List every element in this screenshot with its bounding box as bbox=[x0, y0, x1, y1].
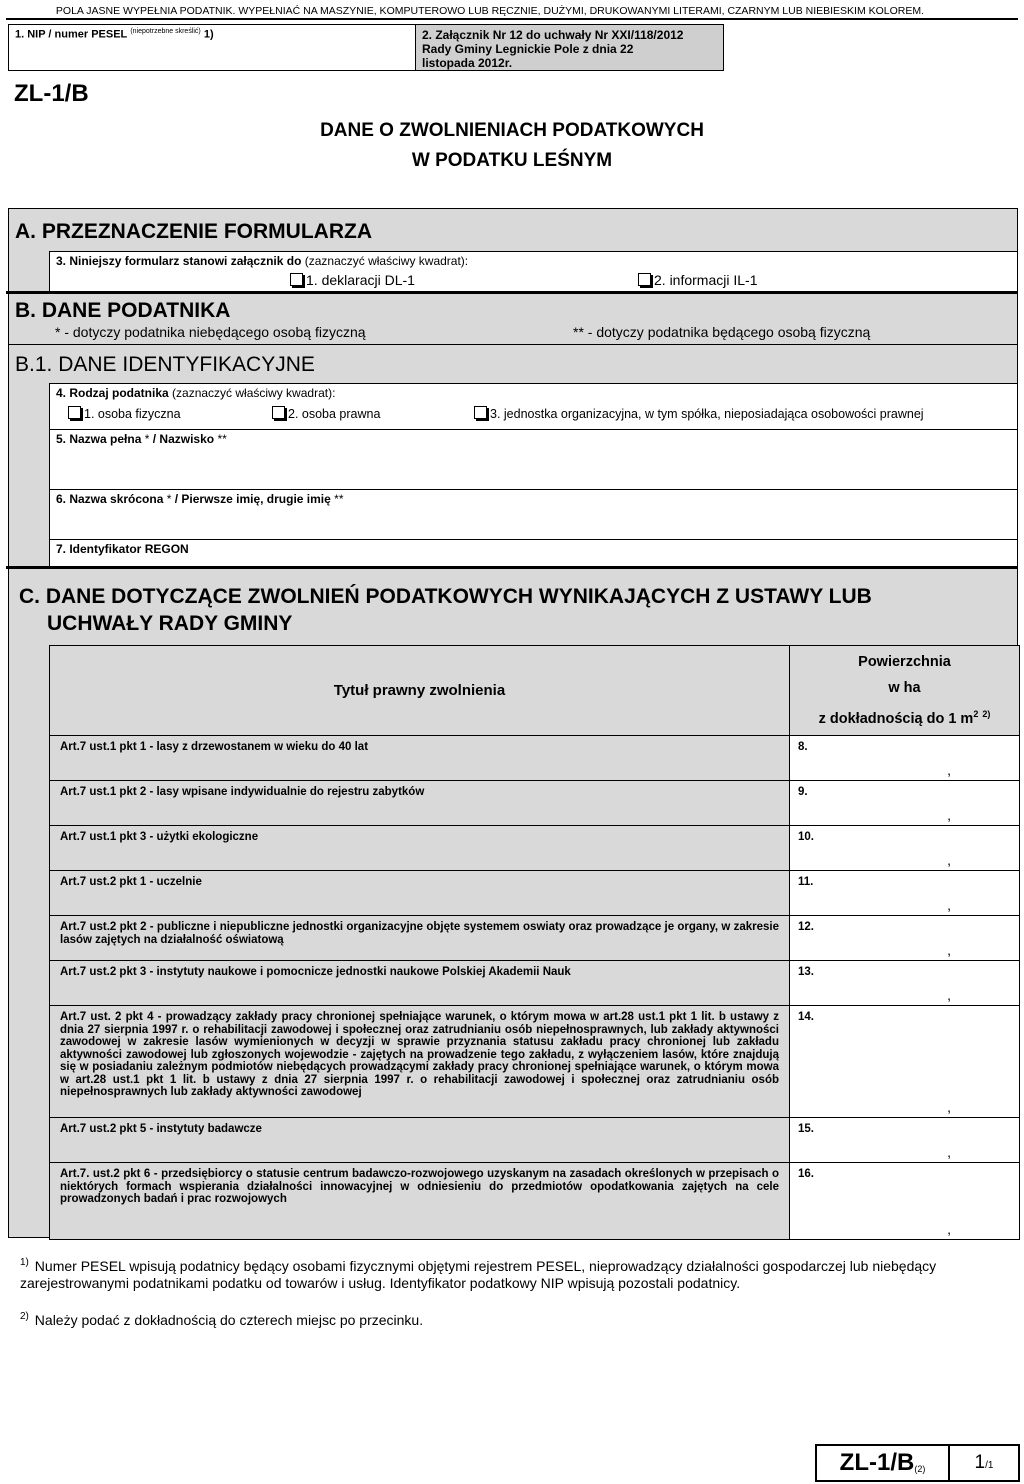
attachment-line1: 2. Załącznik Nr 12 do uchwały Nr XXI/118/2012 bbox=[422, 28, 684, 42]
exemption-title: Art.7 ust.1 pkt 2 - lasy wpisane indywidualnie do rejestru zabytków bbox=[50, 781, 790, 826]
decimal-separator: , bbox=[947, 1144, 951, 1160]
checkbox-organizational-unit[interactable] bbox=[474, 406, 487, 419]
column-header-title: Tytuł prawny zwolnienia bbox=[50, 646, 790, 736]
exemption-title: Art.7 ust. 2 pkt 4 - prowadzący zakłady pracy chronionej spełniające warunek, o którym mowa w art.28 ust.1 pkt 1 lit. b ustawy z dnia 27 sierpnia 1997 r. o rehabilitacji zawodowej i społecznej oraz zatrudnianiu osób niepełnosprawnych, lub zakłady aktywności zawodowej w zakresie lasów wymienionych w decyzji w sprawie przyznania statusu zakładu pracy chronionej lub zakładu aktywności zawodowej lub zgłoszonych wojewodzie - zajętych na prowadzenie tego zakładu, z wyłączeniem lasów, które znajdują się w posiadaniu zależnym podmiotów niebędących prowadzącymi zakłady pracy chronionej spełniające warunek, o którym mowa w art.28 ust.1 pkt 1 lit. b ustawy z dnia 27 sierpnia 1997 r. o rehabilitacji zawodowej i społecznej oraz zatrudnianiu osób niepełnosprawnych lub zakłady aktywności zawodowej bbox=[50, 1006, 790, 1118]
section-b1 bbox=[8, 344, 1018, 566]
field-7-label: 7. Identyfikator REGON bbox=[56, 542, 189, 556]
attachment-line3: listopada 2012r. bbox=[422, 56, 513, 70]
field-number: 12. bbox=[798, 921, 814, 933]
section-b1-heading: B.1. DANE IDENTYFIKACYJNE bbox=[15, 353, 315, 376]
footnote-2-ref: 2) bbox=[20, 1311, 29, 1322]
type2-label: 2. osoba prawna bbox=[288, 407, 381, 421]
field-number: 11. bbox=[798, 876, 814, 888]
type3-label: 3. jednostka organizacyjna, w tym spółka, nieposiadająca osobowości prawnej bbox=[490, 407, 924, 421]
table-row bbox=[50, 1006, 1020, 1118]
exemption-title: Art.7 ust.2 pkt 2 - publiczne i niepubliczne jednostki organizacyjne objęte systemem oswiaty oraz prowadzące je organy, w zakresie lasów zajętych na działalność oświatową bbox=[50, 916, 790, 961]
decimal-separator: , bbox=[947, 897, 951, 913]
note-legal-entity: * - dotyczy podatnika niebędącego osobą fizyczną bbox=[55, 324, 366, 340]
field-3 bbox=[49, 251, 1018, 293]
field-6-mid: / Pierwsze imię, drugie imię bbox=[174, 492, 331, 506]
area-header-sup: 2 bbox=[973, 709, 979, 720]
field-3-hint: (zaznaczyć właściwy kwadrat): bbox=[304, 254, 469, 268]
exemptions-table bbox=[49, 645, 1020, 1240]
footnote-2 bbox=[20, 1308, 1010, 1329]
type-natural-person[interactable] bbox=[68, 406, 181, 421]
table-row bbox=[50, 781, 1020, 826]
field-number: 13. bbox=[798, 966, 814, 978]
column-header-area bbox=[790, 646, 1020, 736]
nip-label: 1. NIP / numer PESEL bbox=[15, 28, 128, 41]
table-row bbox=[50, 736, 1020, 781]
section-c-heading-line1: C. DANE DOTYCZĄCE ZWOLNIEŃ PODATKOWYCH WYNIKAJĄCYCH Z USTAWY LUB bbox=[19, 585, 872, 608]
table-row bbox=[50, 961, 1020, 1006]
checkbox-legal-person[interactable] bbox=[272, 406, 285, 419]
exemption-title: Art.7 ust.2 pkt 1 - uczelnie bbox=[50, 871, 790, 916]
option-declaration-dl1[interactable] bbox=[290, 272, 415, 288]
footer-code-cell bbox=[817, 1446, 950, 1480]
checkbox-il1[interactable] bbox=[638, 273, 651, 286]
type-legal-person[interactable] bbox=[272, 406, 380, 421]
area-input-cell[interactable] bbox=[790, 736, 1020, 781]
table-row bbox=[50, 916, 1020, 961]
field-5-label: 5. Nazwa pełna bbox=[56, 432, 142, 446]
exemption-title: Art.7 ust.1 pkt 3 - użytki ekologiczne bbox=[50, 826, 790, 871]
field-4-hint: (zaznaczyć właściwy kwadrat): bbox=[172, 386, 336, 400]
footer-code: ZL-1/B bbox=[839, 1449, 915, 1476]
area-header-line2: w ha bbox=[888, 680, 921, 697]
area-header-line3: z dokładnością do 1 m bbox=[818, 710, 974, 727]
checkbox-natural-person[interactable] bbox=[68, 406, 81, 419]
exemption-title: Art.7 ust.1 pkt 1 - lasy z drzewostanem w wieku do 40 lat bbox=[50, 736, 790, 781]
field-6-short-name[interactable] bbox=[49, 489, 1018, 540]
footnote-1 bbox=[20, 1254, 1010, 1292]
field-number: 16. bbox=[798, 1168, 814, 1180]
fill-instruction: POLA JASNE WYPEŁNIA PODATNIK. WYPEŁNIAĆ NA MASZYNIE, KOMPUTEROWO LUB RĘCZNIE, DUŻYMI, DRUKOWANYMI LITERAMI, CZARNYM LUB NIEBIESKIM KOLOREM. bbox=[55, 5, 925, 17]
form-title-line2: W PODATKU LEŚNYM bbox=[411, 150, 613, 171]
decimal-separator: , bbox=[947, 762, 951, 778]
area-input-cell[interactable] bbox=[790, 961, 1020, 1006]
area-header-line1: Powierzchnia bbox=[858, 654, 951, 671]
footer-code-suffix: (2) bbox=[914, 1464, 926, 1474]
form-title-line1: DANE O ZWOLNIENIACH PODATKOWYCH bbox=[320, 120, 704, 141]
attachment-box bbox=[415, 24, 724, 71]
footnote-1-ref: 1) bbox=[20, 1257, 29, 1268]
exemption-title: Art.7 ust.2 pkt 3 - instytuty naukowe i pomocnicze jednostki naukowe Polskiej Akademii Nauk bbox=[50, 961, 790, 1006]
field-number: 15. bbox=[798, 1123, 814, 1135]
nip-footref: 1) bbox=[203, 28, 214, 41]
field-4 bbox=[49, 383, 1018, 430]
field-6-mark1: * bbox=[166, 492, 172, 506]
area-input-cell[interactable] bbox=[790, 781, 1020, 826]
footnote-1-text: Numer PESEL wpisują podatnicy będący osobami fizycznymi objętymi rejestrem PESEL, nieprowadzący działalności gospodarczej lub niebędący zarejestrowanymi podatnikami podatku od towarów i usług. Identyfikator podatkowy NIP wpisują pozostali podatnicy. bbox=[20, 1257, 937, 1291]
field-5-full-name[interactable] bbox=[49, 429, 1018, 490]
field-5-mark1: * bbox=[144, 432, 150, 446]
section-b-heading: B. DANE PODATNIKA bbox=[15, 299, 231, 322]
page-number bbox=[950, 1446, 1018, 1480]
field-5-mid: / Nazwisko bbox=[152, 432, 215, 446]
exemption-title: Art.7. ust.2 pkt 6 - przedsiębiorcy o statusie centrum badawczo-rozwojowego uzyskanym na zasadach określonych w przepisach o niektórych formach wspierania działalności innowacyjnej w odniesieniu do przedmiotów opodatkowania zajętych na cele prowadzonych badań i prac rozwojowych bbox=[50, 1163, 790, 1240]
area-input-cell[interactable] bbox=[790, 826, 1020, 871]
type-organizational-unit[interactable] bbox=[474, 406, 924, 421]
section-c-heading-line2: UCHWAŁY RADY GMINY bbox=[47, 612, 293, 635]
decimal-separator: , bbox=[947, 1221, 951, 1237]
field-6-label: 6. Nazwa skrócona bbox=[56, 492, 164, 506]
area-input-cell[interactable] bbox=[790, 1006, 1020, 1118]
field-number: 8. bbox=[798, 741, 808, 753]
top-rule bbox=[6, 18, 1018, 20]
section-a bbox=[8, 208, 1018, 292]
field-4-label: 4. Rodzaj podatnika bbox=[56, 386, 169, 400]
decimal-separator: , bbox=[947, 807, 951, 823]
field-6-mark2: ** bbox=[334, 492, 344, 506]
decimal-separator: , bbox=[947, 1099, 951, 1115]
table-row bbox=[50, 826, 1020, 871]
field-number: 9. bbox=[798, 786, 808, 798]
page-total: /1 bbox=[985, 1460, 994, 1471]
field-7-regon[interactable] bbox=[49, 539, 1018, 567]
area-input-cell[interactable] bbox=[790, 916, 1020, 961]
type1-label: 1. osoba fizyczna bbox=[84, 407, 181, 421]
decimal-separator: , bbox=[947, 852, 951, 868]
decimal-separator: , bbox=[947, 987, 951, 1003]
table-header-row bbox=[50, 646, 1020, 736]
section-c bbox=[8, 569, 1018, 1238]
field-number: 10. bbox=[798, 831, 814, 843]
table-row bbox=[50, 1118, 1020, 1163]
area-input-cell[interactable] bbox=[790, 871, 1020, 916]
attachment-line2: Rady Gminy Legnickie Pole z dnia 22 bbox=[422, 42, 634, 56]
checkbox-dl1[interactable] bbox=[290, 273, 303, 286]
field-5-mark2: ** bbox=[217, 432, 227, 446]
form-code-box bbox=[815, 1444, 1020, 1482]
field-3-label: 3. Niniejszy formularz stanowi załącznik do bbox=[56, 254, 302, 268]
option-information-il1[interactable] bbox=[638, 272, 757, 288]
nip-pesel-field[interactable] bbox=[8, 24, 415, 71]
decimal-separator: , bbox=[947, 942, 951, 958]
field-number: 14. bbox=[798, 1011, 814, 1023]
area-header-ref: 2) bbox=[982, 709, 991, 720]
nip-note: (niepotrzebne skreślić) bbox=[130, 28, 201, 35]
footnote-2-text: Należy podać z dokładnością do czterech miejsc po przecinku. bbox=[34, 1311, 424, 1328]
note-natural-person: ** - dotyczy podatnika będącego osobą fizyczną bbox=[573, 324, 871, 340]
form-code: ZL-1/B bbox=[14, 80, 89, 107]
section-b bbox=[8, 294, 1018, 344]
option-il1-label: 2. informacji IL-1 bbox=[654, 272, 758, 288]
table-row bbox=[50, 1163, 1020, 1240]
exemption-title: Art.7 ust.2 pkt 5 - instytuty badawcze bbox=[50, 1118, 790, 1163]
area-input-cell[interactable] bbox=[790, 1163, 1020, 1240]
area-input-cell[interactable] bbox=[790, 1118, 1020, 1163]
section-a-heading: A. PRZEZNACZENIE FORMULARZA bbox=[15, 220, 372, 243]
page-current: 1 bbox=[974, 1452, 986, 1473]
table-row bbox=[50, 871, 1020, 916]
option-dl1-label: 1. deklaracji DL-1 bbox=[306, 272, 415, 288]
